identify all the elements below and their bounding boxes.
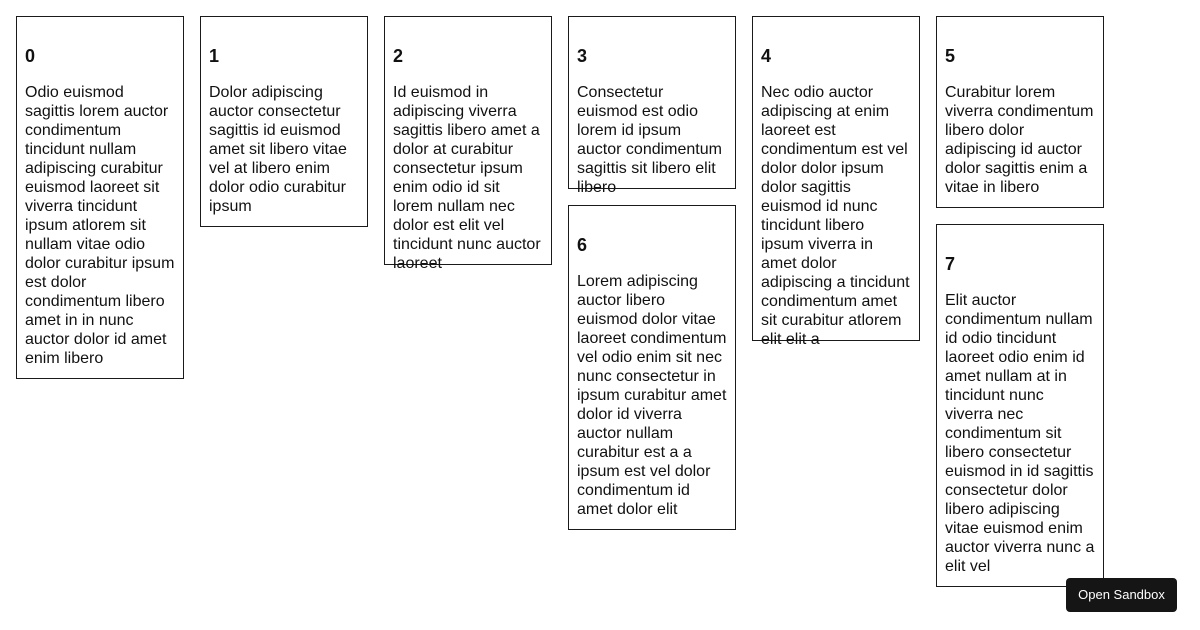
open-sandbox-button[interactable]: Open Sandbox bbox=[1066, 578, 1177, 612]
card-title: 0 bbox=[25, 46, 36, 66]
card-3 bbox=[568, 16, 736, 196]
card-title: 6 bbox=[577, 235, 588, 255]
card-5 bbox=[936, 16, 1104, 208]
card-body: Nec odio auctor adipiscing at enim laoreet est condimentum est vel dolor dolor ipsum dolor sagittis euismod id nunc tincidunt libero ipsum viverra in amet dolor adipiscing a tincidunt condimentum amet sit curabitur atlorem elit elit a bbox=[761, 84, 910, 348]
card-6 bbox=[568, 205, 736, 530]
card-title: 2 bbox=[393, 46, 404, 66]
card-body: Lorem adipiscing auctor libero euismod dolor vitae laoreet condimentum vel odio enim sit nec nunc consectetur in ipsum curabitur amet dolor id viverra auctor nullam curabitur est a a ipsum est vel dolor condimentum id amet dolor elit bbox=[577, 273, 727, 518]
card-body: Curabitur lorem viverra condimentum libero dolor adipiscing id auctor dolor sagittis enim a vitae in libero bbox=[945, 84, 1094, 196]
card-body: Dolor adipiscing auctor consectetur sagittis id euismod amet sit libero vitae vel at libero enim dolor odio curabitur ipsum bbox=[209, 84, 347, 215]
card-7 bbox=[936, 224, 1104, 587]
card-body: Elit auctor condimentum nullam id odio tincidunt laoreet odio enim id amet nullam at in tincidunt nunc viverra nec condimentum sit libero consectetur euismod in id sagittis consectetur dolor libero adipiscing vitae euismod enim auctor viverra nunc a elit vel bbox=[945, 292, 1095, 575]
card-title: 3 bbox=[577, 46, 588, 66]
card-1 bbox=[200, 16, 368, 227]
card-body: Id euismod in adipiscing viverra sagittis libero amet a dolor at curabitur consectetur ipsum enim odio id sit lorem nullam nec dolor est elit vel tincidunt nunc auctor laoreet bbox=[393, 84, 541, 272]
card-title: 4 bbox=[761, 46, 772, 66]
card-body: Odio euismod sagittis lorem auctor condimentum tincidunt nullam adipiscing curabitur euismod laoreet sit viverra tincidunt ipsum atlorem sit nullam vitae odio dolor curabitur ipsum est dolor condimentum libero amet in in nunc auctor dolor id amet enim libero bbox=[25, 84, 175, 367]
card-title: 7 bbox=[945, 254, 956, 274]
card-body: Consectetur euismod est odio lorem id ipsum auctor condimentum sagittis sit libero elit libero bbox=[577, 84, 722, 196]
card-0 bbox=[16, 16, 184, 379]
card-4 bbox=[752, 16, 920, 348]
card-2 bbox=[384, 16, 552, 272]
card-title: 5 bbox=[945, 46, 956, 66]
card-title: 1 bbox=[209, 46, 220, 66]
